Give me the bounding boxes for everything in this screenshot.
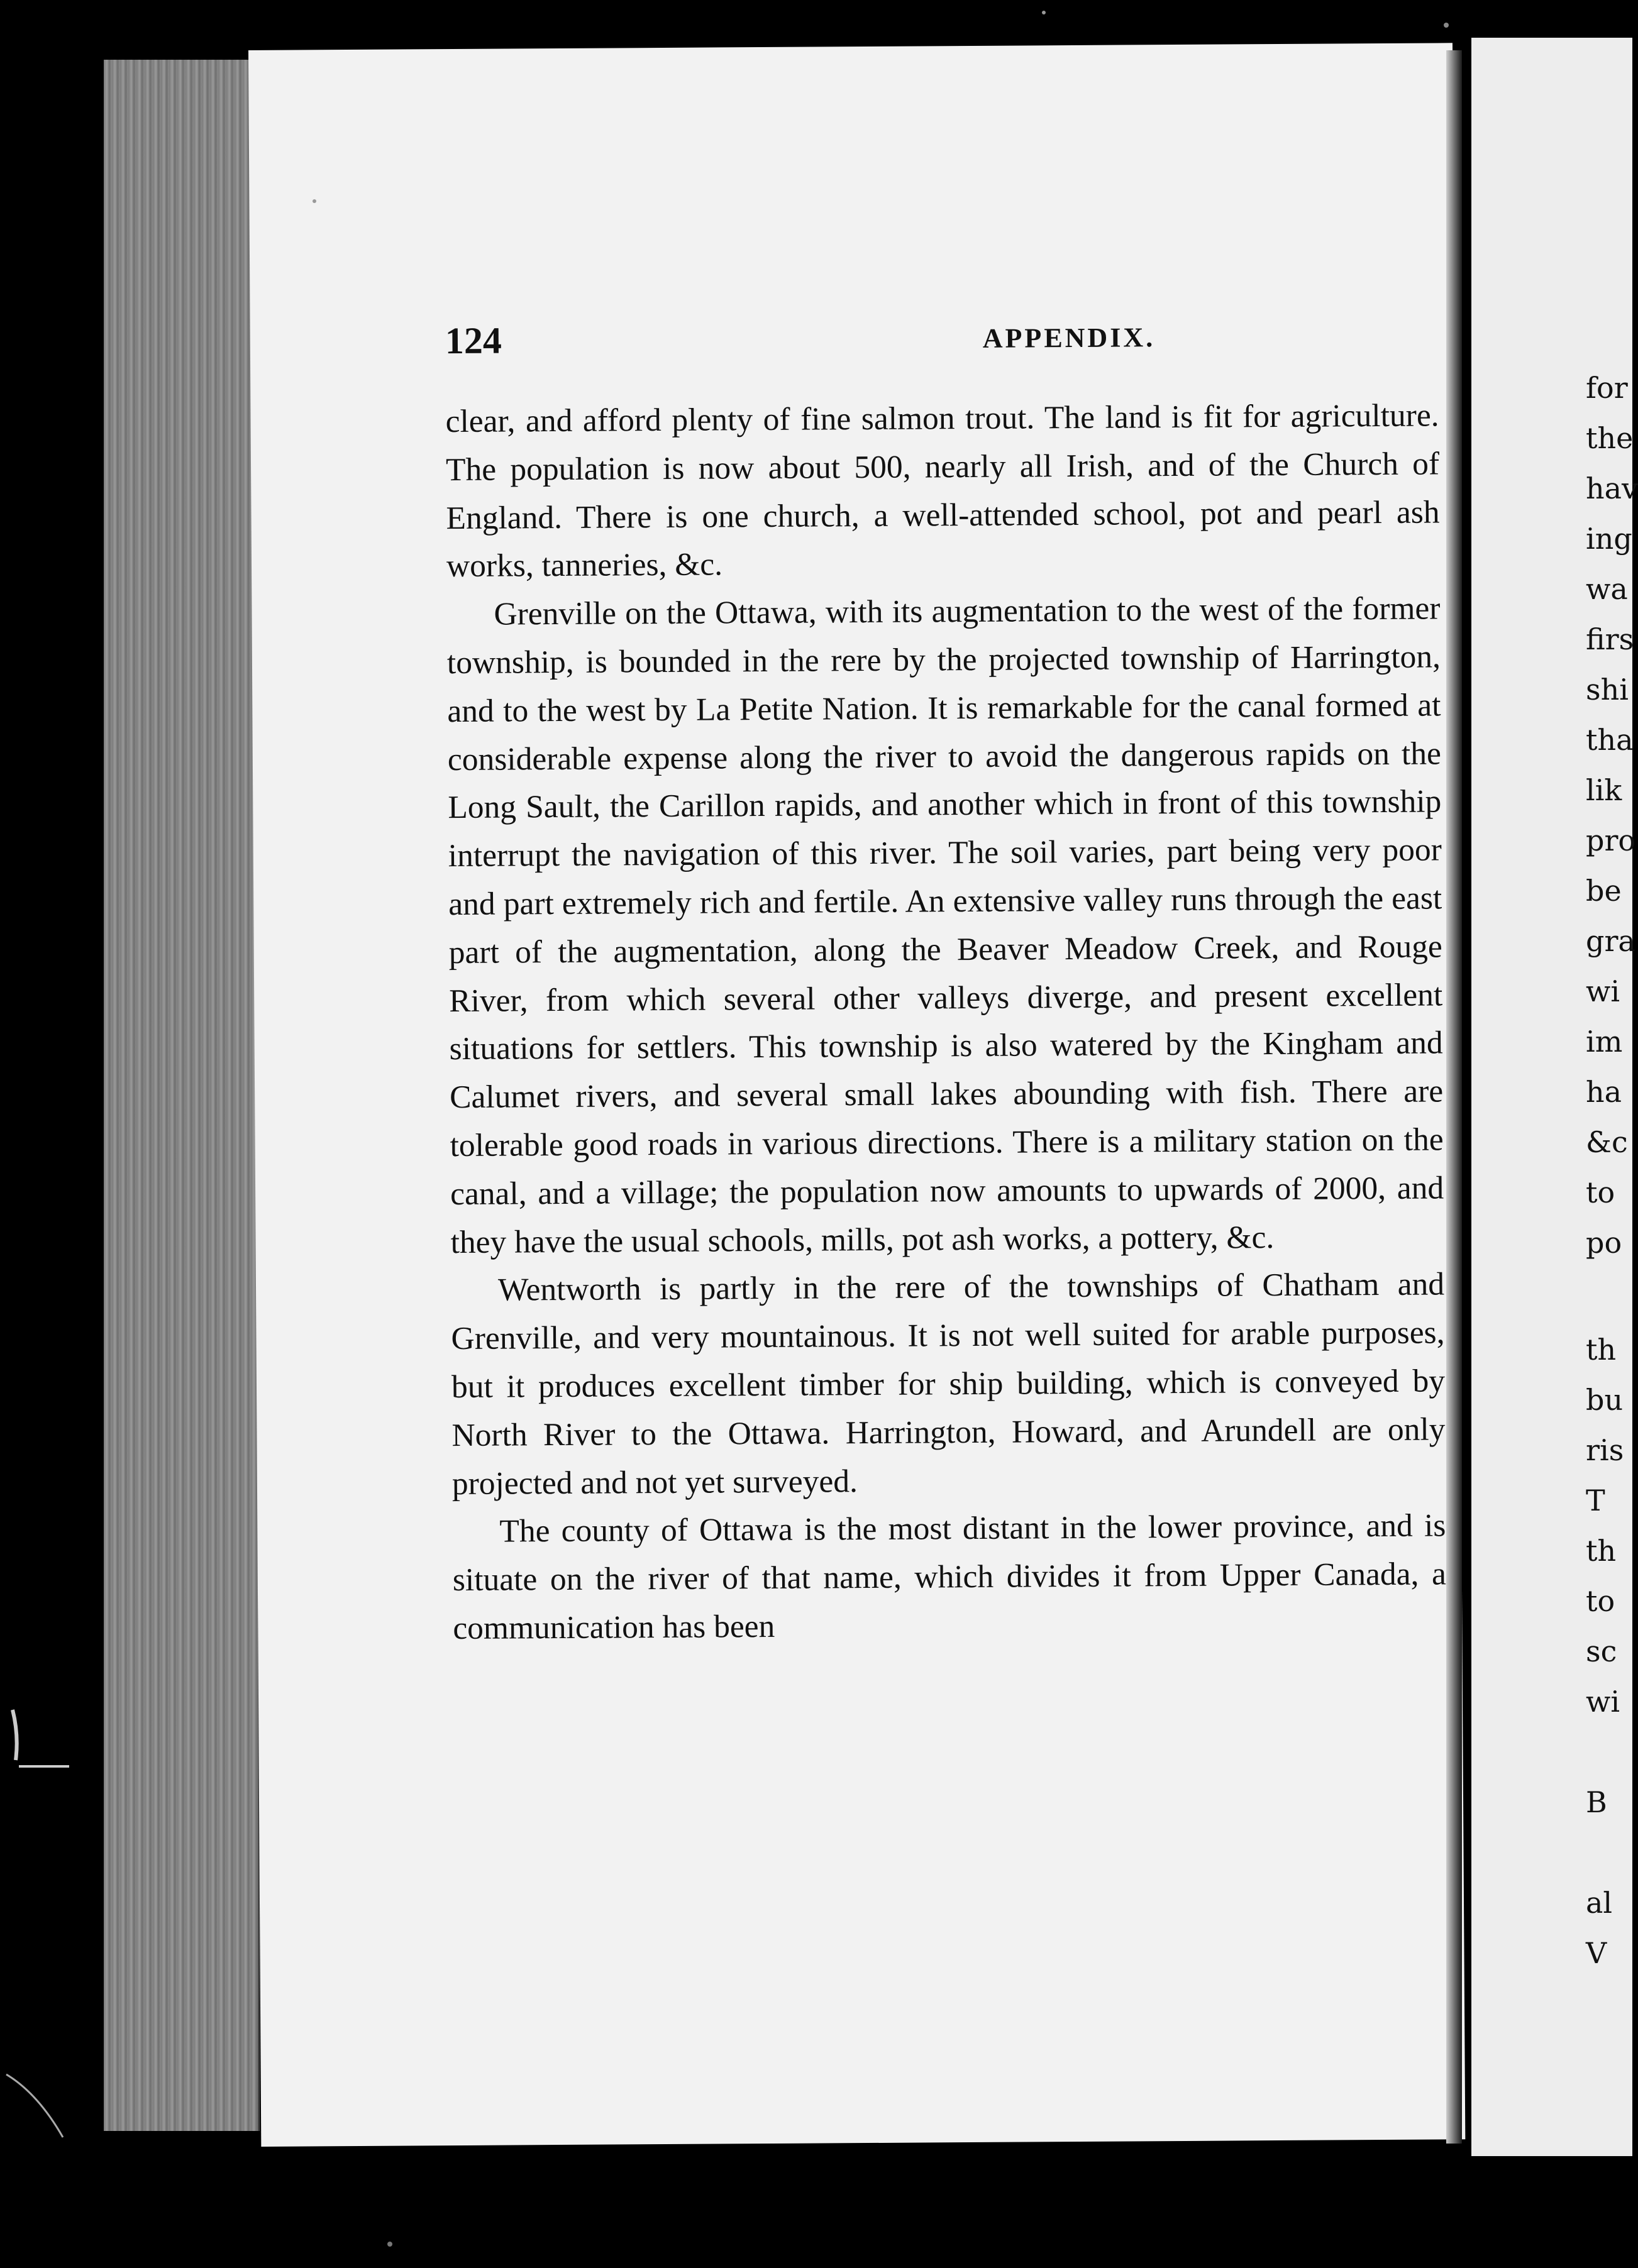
facing-line: sc (1586, 1634, 1617, 1668)
facing-line: V (1586, 1936, 1607, 1970)
facing-page-edge (1471, 38, 1638, 2156)
book-fore-edge (104, 60, 260, 2131)
paragraph: Grenville on the Ottawa, with its augmentation to the west of the former township, is bounded in the rere by the projected township of Harrington, and to the west by La Petite Nation. It is remarkable for the canal formed at considerable expense along the river to avoid the dangerous rapids on the Long Sault, the Carillon rapids, and another which in front of this township interrupt the navigation of this river. The soil varies, part being very poor and part extremely rich and fertile. An extensive valley runs through the east part of the augmentation, along the Beaver Meadow Creek, and Rouge River, from which several other valleys diverge, and present excellent situations for settlers. This township is also watered by the Kingham and Calumet rivers, and several small lakes abounding with fish. There are tolerable good roads in various directions. There is a military station on the canal, and a village; the population now amounts to upwards of 2000, and they have the usual schools, mills, pot ash works, a pottery, &c. (446, 590, 1444, 1260)
facing-line: T (1586, 1484, 1605, 1517)
paragraph: clear, and afford plenty of fine salmon trout. The land is fit for agriculture. The population is now about 500, nearly all Irish, and of the Church of England. There is one church, a well-attended school, pot and pearl ash works, tanneries, &c. (445, 397, 1440, 585)
running-head (445, 313, 1451, 370)
facing-line: to (1586, 1175, 1615, 1209)
facing-line: po (1586, 1226, 1622, 1260)
facing-line: tha (1586, 723, 1634, 757)
facing-line: hav (1586, 471, 1638, 505)
facing-line: be (1586, 874, 1622, 908)
facing-line: ha (1586, 1075, 1622, 1109)
page-number: 124 (445, 319, 502, 362)
facing-line: to (1586, 1584, 1615, 1618)
facing-line: th (1586, 1333, 1617, 1367)
facing-line: for (1586, 371, 1628, 405)
facing-line: &c (1586, 1125, 1628, 1159)
facing-line: ris (1586, 1433, 1624, 1467)
facing-line: ing (1586, 522, 1632, 556)
facing-line: wa (1586, 572, 1628, 606)
paragraph: The county of Ottawa is the most distant in the lower province, and is situate on the river of that name, which divides it from Upper Canada, a communication has been (452, 1507, 1447, 1646)
book-page (248, 43, 1465, 2147)
facing-line: B (1586, 1785, 1607, 1819)
facing-line: shi (1586, 673, 1629, 707)
facing-line: firs (1586, 622, 1634, 656)
facing-line: bu (1586, 1383, 1624, 1417)
facing-line: wi (1586, 1685, 1620, 1719)
facing-line: wi (1586, 974, 1620, 1008)
facing-line: im (1586, 1025, 1623, 1059)
paragraph: Wentworth is partly in the rere of the townships of Chatham and Grenville, and very mountainous. It is not well suited for arable purposes, but it produces excellent timber for ship building, which is conveyed by North River to the Ottawa. Harrington, Howard, and Arundell are only projected and not yet surveyed. (451, 1266, 1446, 1502)
running-title: APPENDIX. (982, 322, 1156, 354)
facing-line: th (1586, 1534, 1617, 1568)
facing-line: gra (1586, 924, 1635, 958)
facing-line: lik (1586, 773, 1622, 807)
facing-line: pro (1586, 823, 1636, 857)
gutter-shadow (1446, 50, 1462, 2144)
facing-line: the (1586, 421, 1634, 455)
facing-line: al (1586, 1886, 1613, 1920)
body-text (445, 392, 1446, 1653)
